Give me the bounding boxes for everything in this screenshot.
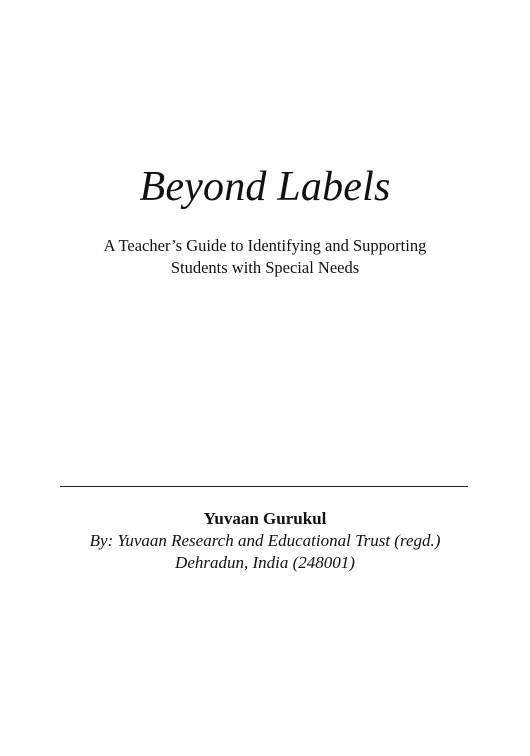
book-title: Beyond Labels [139, 164, 391, 210]
subtitle-line-2: Students with Special Needs [170, 258, 360, 277]
publisher-by-line: By: Yuvaan Research and Educational Trust (regd.) [89, 531, 441, 550]
horizontal-divider [60, 486, 468, 487]
book-subtitle [0, 235, 530, 279]
publisher-name: Yuvaan Gurukul [203, 509, 327, 528]
subtitle-line-1: A Teacher’s Guide to Identifying and Supporting [103, 236, 427, 255]
publisher-details [0, 530, 530, 574]
publisher-location: Dehradun, India (248001) [175, 553, 355, 572]
